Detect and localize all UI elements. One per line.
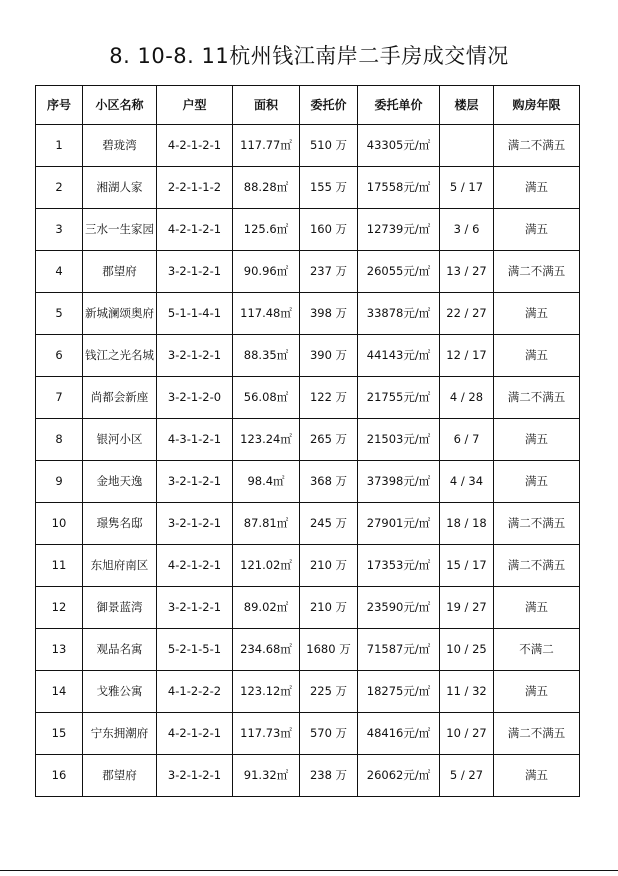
cell-floor: 10 / 25 xyxy=(440,629,494,671)
cell-floor: 22 / 27 xyxy=(440,293,494,335)
cell-community-name: 郡望府 xyxy=(83,251,157,293)
cell-asking-price: 210 万 xyxy=(300,545,358,587)
cell-layout: 4-2-1-2-1 xyxy=(157,713,233,755)
cell-area: 125.6㎡ xyxy=(233,209,300,251)
cell-unit-price: 26062元/㎡ xyxy=(358,755,440,797)
cell-area: 117.77㎡ xyxy=(233,125,300,167)
cell-unit-price: 37398元/㎡ xyxy=(358,461,440,503)
cell-community-name: 三水一生家园 xyxy=(83,209,157,251)
cell-index: 7 xyxy=(36,377,83,419)
cell-ownership-years: 满二不满五 xyxy=(494,251,580,293)
cell-ownership-years: 满五 xyxy=(494,335,580,377)
cell-index: 1 xyxy=(36,125,83,167)
cell-unit-price: 18275元/㎡ xyxy=(358,671,440,713)
cell-layout: 4-3-1-2-1 xyxy=(157,419,233,461)
cell-asking-price: 1680 万 xyxy=(300,629,358,671)
cell-layout: 2-2-1-1-2 xyxy=(157,167,233,209)
cell-community-name: 碧珑湾 xyxy=(83,125,157,167)
cell-area: 91.32㎡ xyxy=(233,755,300,797)
cell-floor: 13 / 27 xyxy=(440,251,494,293)
cell-ownership-years: 满二不满五 xyxy=(494,713,580,755)
cell-layout: 3-2-1-2-1 xyxy=(157,461,233,503)
cell-community-name: 钱江之光名城 xyxy=(83,335,157,377)
cell-area: 56.08㎡ xyxy=(233,377,300,419)
cell-layout: 4-2-1-2-1 xyxy=(157,209,233,251)
table-row xyxy=(36,713,580,755)
cell-floor: 4 / 34 xyxy=(440,461,494,503)
cell-ownership-years: 满二不满五 xyxy=(494,503,580,545)
cell-layout: 3-2-1-2-1 xyxy=(157,503,233,545)
table-row xyxy=(36,755,580,797)
cell-asking-price: 390 万 xyxy=(300,335,358,377)
cell-area: 234.68㎡ xyxy=(233,629,300,671)
cell-layout: 3-2-1-2-1 xyxy=(157,755,233,797)
table-row xyxy=(36,503,580,545)
cell-index: 14 xyxy=(36,671,83,713)
cell-area: 90.96㎡ xyxy=(233,251,300,293)
cell-unit-price: 33878元/㎡ xyxy=(358,293,440,335)
cell-layout: 3-2-1-2-1 xyxy=(157,587,233,629)
cell-unit-price: 17353元/㎡ xyxy=(358,545,440,587)
cell-asking-price: 368 万 xyxy=(300,461,358,503)
table-row xyxy=(36,671,580,713)
cell-asking-price: 510 万 xyxy=(300,125,358,167)
cell-index: 13 xyxy=(36,629,83,671)
cell-area: 88.28㎡ xyxy=(233,167,300,209)
cell-floor: 4 / 28 xyxy=(440,377,494,419)
cell-area: 89.02㎡ xyxy=(233,587,300,629)
page-title: 8. 10-8. 11杭州钱江南岸二手房成交情况 xyxy=(109,44,509,68)
cell-community-name: 湘湖人家 xyxy=(83,167,157,209)
cell-ownership-years: 满五 xyxy=(494,671,580,713)
cell-asking-price: 245 万 xyxy=(300,503,358,545)
cell-community-name: 观品名寓 xyxy=(83,629,157,671)
cell-index: 2 xyxy=(36,167,83,209)
cell-layout: 3-2-1-2-0 xyxy=(157,377,233,419)
transactions-table xyxy=(35,85,580,797)
cell-layout: 5-2-1-5-1 xyxy=(157,629,233,671)
header-unit-price: 委托单价 xyxy=(358,86,440,125)
cell-index: 15 xyxy=(36,713,83,755)
cell-index: 5 xyxy=(36,293,83,335)
cell-unit-price: 26055元/㎡ xyxy=(358,251,440,293)
cell-floor: 15 / 17 xyxy=(440,545,494,587)
cell-index: 16 xyxy=(36,755,83,797)
table-row xyxy=(36,209,580,251)
cell-ownership-years: 满二不满五 xyxy=(494,377,580,419)
cell-asking-price: 225 万 xyxy=(300,671,358,713)
cell-layout: 4-2-1-2-1 xyxy=(157,545,233,587)
cell-floor: 5 / 27 xyxy=(440,755,494,797)
cell-index: 12 xyxy=(36,587,83,629)
cell-index: 6 xyxy=(36,335,83,377)
cell-index: 10 xyxy=(36,503,83,545)
cell-area: 117.73㎡ xyxy=(233,713,300,755)
cell-asking-price: 398 万 xyxy=(300,293,358,335)
cell-asking-price: 155 万 xyxy=(300,167,358,209)
cell-ownership-years: 满五 xyxy=(494,167,580,209)
cell-ownership-years: 满二不满五 xyxy=(494,545,580,587)
table-row xyxy=(36,587,580,629)
cell-community-name: 璟隽名邸 xyxy=(83,503,157,545)
cell-index: 9 xyxy=(36,461,83,503)
cell-unit-price: 12739元/㎡ xyxy=(358,209,440,251)
header-index: 序号 xyxy=(36,86,83,125)
cell-layout: 4-2-1-2-1 xyxy=(157,125,233,167)
table-body xyxy=(36,125,580,797)
cell-unit-price: 71587元/㎡ xyxy=(358,629,440,671)
table-row xyxy=(36,125,580,167)
table-row xyxy=(36,545,580,587)
cell-ownership-years: 满五 xyxy=(494,293,580,335)
cell-community-name: 东旭府南区 xyxy=(83,545,157,587)
bottom-divider xyxy=(0,870,618,871)
table-row xyxy=(36,419,580,461)
cell-asking-price: 210 万 xyxy=(300,587,358,629)
cell-ownership-years: 满五 xyxy=(494,755,580,797)
header-layout: 户型 xyxy=(157,86,233,125)
cell-layout: 3-2-1-2-1 xyxy=(157,251,233,293)
cell-area: 121.02㎡ xyxy=(233,545,300,587)
cell-community-name: 郡望府 xyxy=(83,755,157,797)
table-row xyxy=(36,377,580,419)
cell-unit-price: 27901元/㎡ xyxy=(358,503,440,545)
cell-floor: 3 / 6 xyxy=(440,209,494,251)
table-row xyxy=(36,251,580,293)
cell-asking-price: 570 万 xyxy=(300,713,358,755)
cell-ownership-years: 满五 xyxy=(494,587,580,629)
cell-unit-price: 44143元/㎡ xyxy=(358,335,440,377)
header-ownership-years: 购房年限 xyxy=(494,86,580,125)
cell-area: 98.4㎡ xyxy=(233,461,300,503)
cell-index: 3 xyxy=(36,209,83,251)
cell-index: 4 xyxy=(36,251,83,293)
header-floor: 楼层 xyxy=(440,86,494,125)
cell-community-name: 宁东拥潮府 xyxy=(83,713,157,755)
table-row xyxy=(36,167,580,209)
cell-area: 123.12㎡ xyxy=(233,671,300,713)
table-row xyxy=(36,461,580,503)
cell-index: 8 xyxy=(36,419,83,461)
cell-asking-price: 238 万 xyxy=(300,755,358,797)
cell-community-name: 银河小区 xyxy=(83,419,157,461)
cell-unit-price: 17558元/㎡ xyxy=(358,167,440,209)
cell-floor: 19 / 27 xyxy=(440,587,494,629)
cell-layout: 4-1-2-2-2 xyxy=(157,671,233,713)
cell-floor: 6 / 7 xyxy=(440,419,494,461)
cell-ownership-years: 满五 xyxy=(494,461,580,503)
cell-floor: 12 / 17 xyxy=(440,335,494,377)
cell-community-name: 金地天逸 xyxy=(83,461,157,503)
cell-index: 11 xyxy=(36,545,83,587)
cell-unit-price: 21755元/㎡ xyxy=(358,377,440,419)
cell-floor: 11 / 32 xyxy=(440,671,494,713)
table-row xyxy=(36,335,580,377)
cell-layout: 3-2-1-2-1 xyxy=(157,335,233,377)
cell-layout: 5-1-1-4-1 xyxy=(157,293,233,335)
table-row xyxy=(36,629,580,671)
header-community-name: 小区名称 xyxy=(83,86,157,125)
cell-floor: 18 / 18 xyxy=(440,503,494,545)
table-header-row xyxy=(36,86,580,125)
cell-floor: 5 / 17 xyxy=(440,167,494,209)
cell-community-name: 戈雅公寓 xyxy=(83,671,157,713)
cell-unit-price: 43305元/㎡ xyxy=(358,125,440,167)
header-area: 面积 xyxy=(233,86,300,125)
cell-asking-price: 265 万 xyxy=(300,419,358,461)
cell-unit-price: 21503元/㎡ xyxy=(358,419,440,461)
cell-floor xyxy=(440,125,494,167)
cell-asking-price: 122 万 xyxy=(300,377,358,419)
header-asking-price: 委托价 xyxy=(300,86,358,125)
table-row xyxy=(36,293,580,335)
cell-community-name: 新城澜颂奥府 xyxy=(83,293,157,335)
cell-community-name: 御景蓝湾 xyxy=(83,587,157,629)
cell-ownership-years: 满五 xyxy=(494,419,580,461)
cell-unit-price: 23590元/㎡ xyxy=(358,587,440,629)
cell-asking-price: 237 万 xyxy=(300,251,358,293)
cell-area: 87.81㎡ xyxy=(233,503,300,545)
cell-floor: 10 / 27 xyxy=(440,713,494,755)
cell-ownership-years: 满二不满五 xyxy=(494,125,580,167)
cell-asking-price: 160 万 xyxy=(300,209,358,251)
cell-area: 123.24㎡ xyxy=(233,419,300,461)
cell-community-name: 尚都会新座 xyxy=(83,377,157,419)
cell-ownership-years: 不满二 xyxy=(494,629,580,671)
cell-area: 88.35㎡ xyxy=(233,335,300,377)
cell-ownership-years: 满五 xyxy=(494,209,580,251)
cell-area: 117.48㎡ xyxy=(233,293,300,335)
cell-unit-price: 48416元/㎡ xyxy=(358,713,440,755)
